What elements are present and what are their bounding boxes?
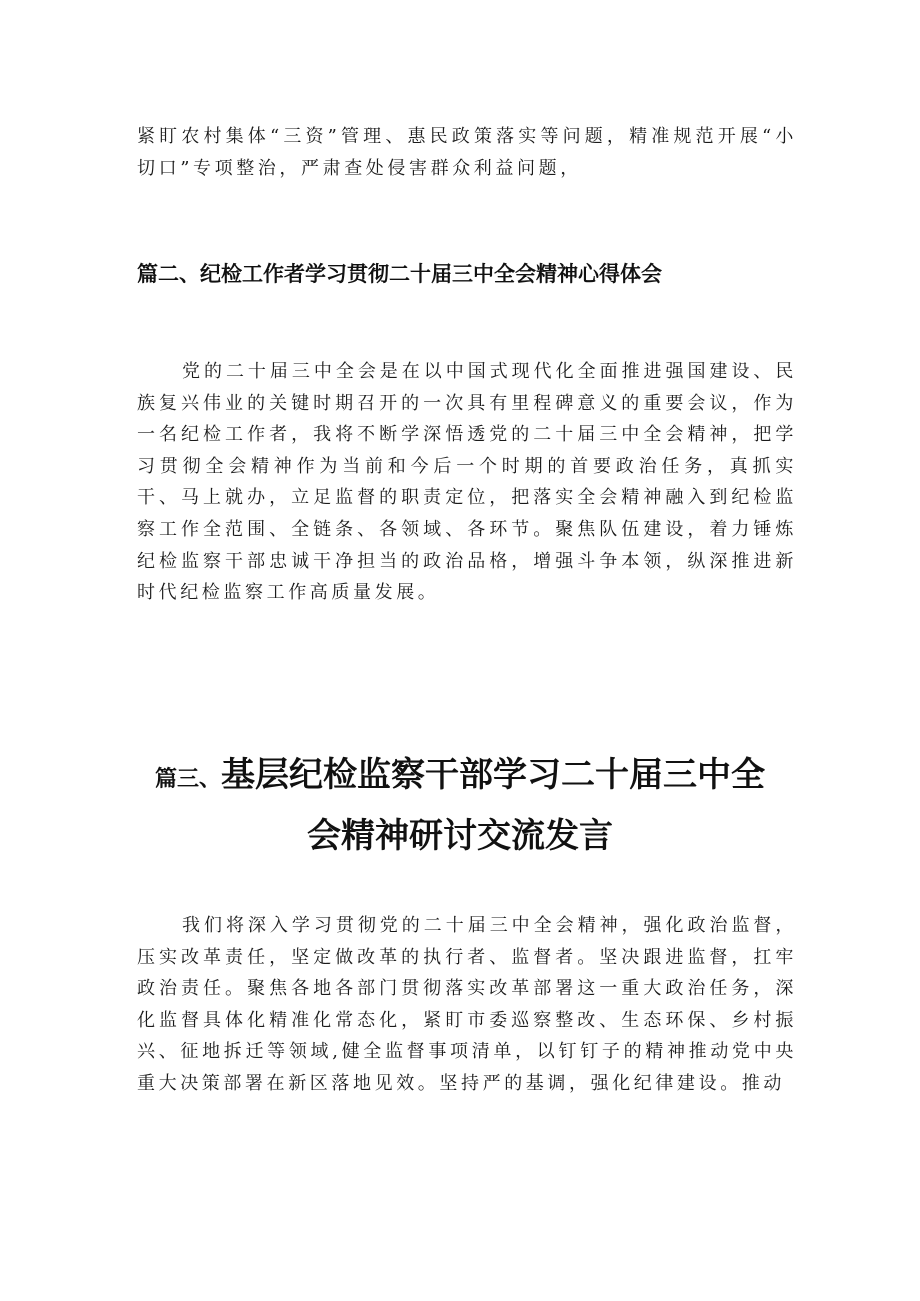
section-3-body: 我们将深入学习贯彻党的二十届三中全会精神，强化政治监督，压实改革责任，坚定做改革的执行者、监督者。坚决跟进监督，扛牢政治责任。聚焦各地各部门贯彻落实改革部署这一重大政治任务，深化监督具体化精准化常态化，紧盯市委巡察整改、生态环保、乡村振兴、征地拆迁等领域,健全监督事项清单，以钉钉子的精神推动党中央重大决策部署在新区落地见效。坚持严的基调，强化纪律建设。推动 — [137, 915, 797, 1094]
section-3-heading-prefix: 篇三、 — [154, 767, 221, 792]
section-3-heading-line1: 基层纪检监察干部学习二十届三中全 — [221, 755, 765, 795]
intro-paragraph: 紧盯农村集体“三资”管理、惠民政策落实等问题，精准规范开展“小切口”专项整治，严肃查处侵害群众利益问题， — [137, 126, 797, 179]
section-3-heading-line2: 会精神研讨交流发言 — [307, 816, 613, 856]
section-2-heading: 篇二、纪检工作者学习贯彻二十届三中全会精神心得体会 — [137, 262, 662, 286]
section-3-heading — [80, 747, 840, 865]
section-2-body: 党的二十届三中全会是在以中国式现代化全面推进强国建设、民族复兴伟业的关键时期召开的一次具有里程碑意义的重要会议，作为一名纪检工作者，我将不断学深悟透党的二十届三中全会精神，把学习贯彻全会精神作为当前和今后一个时期的首要政治任务，真抓实干、马上就办，立足监督的职责定位，把落实全会精神融入到纪检监察工作全范围、全链条、各领域、各环节。聚焦队伍建设，着力锤炼纪检监察干部忠诚干净担当的政治品格，增强斗争本领，纵深推进新时代纪检监察工作高质量发展。 — [137, 361, 797, 604]
